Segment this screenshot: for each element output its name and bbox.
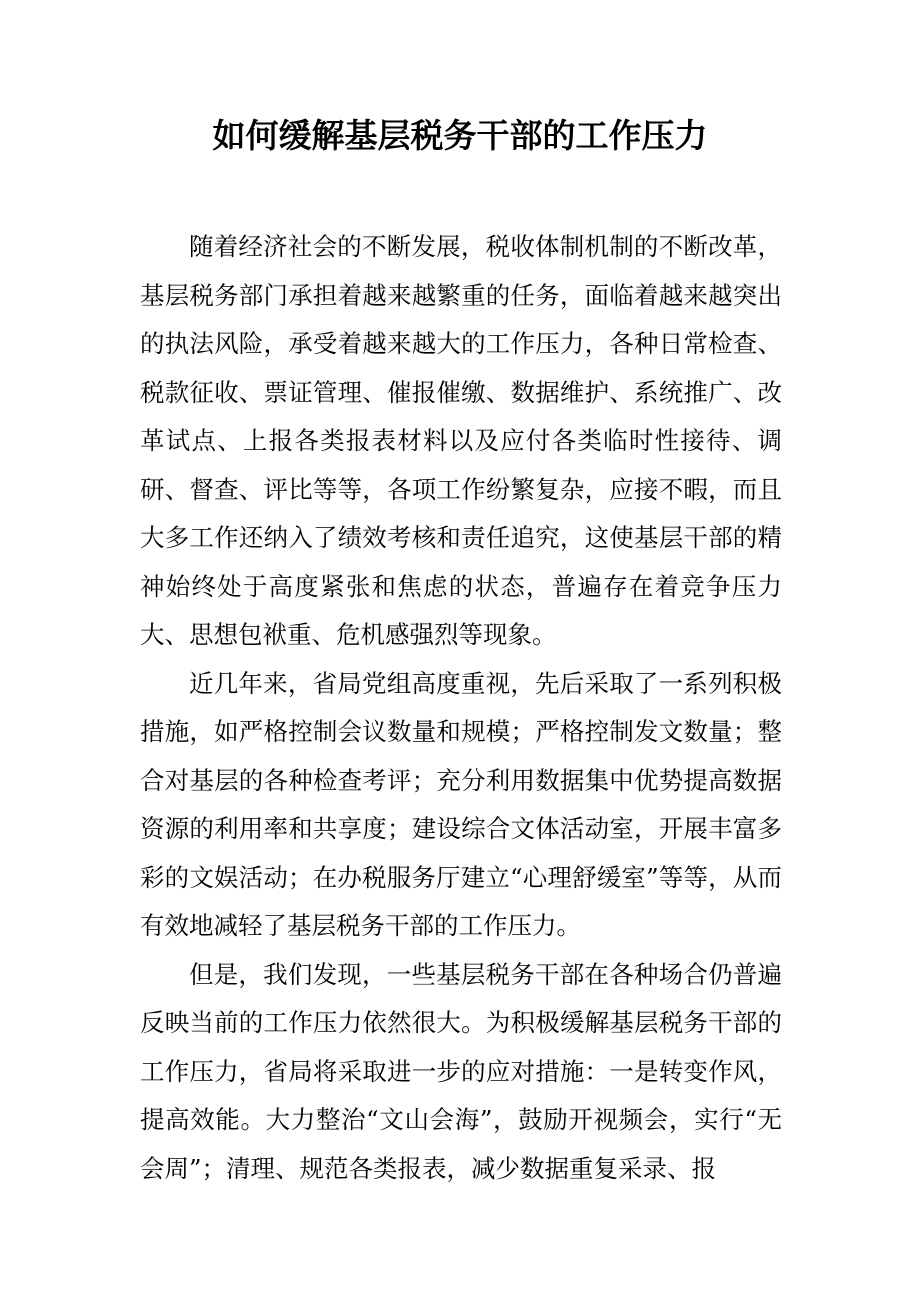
paragraph-1: 随着经济社会的不断发展，税收体制机制的不断改革，基层税务部门承担着越来越繁重的任务，面临着越来越突出的执法风险，承受着越来越大的工作压力，各种日常检查、税款征收、票证管理、催报催缴、数据维护、系统推广、改革试点、上报各类报表材料以及应付各类临时性接待、调研、督查、评比等等，各项工作纷繁复杂，应接不暇，而且大多工作还纳入了绩效考核和责任追究，这使基层干部的精神始终处于高度紧张和焦虑的状态，普遍存在着竞争压力大、思想包袱重、危机感强烈等现象。 — [140, 232, 782, 649]
document-body — [140, 223, 782, 1193]
paragraph-2: 近几年来，省局党组高度重视，先后采取了一系列积极措施，如严格控制会议数量和规模；严格控制发文数量；整合对基层的各种检查考评；充分利用数据集中优势提高数据资源的利用率和共享度；建设综合文体活动室，开展丰富多彩的文娱活动；在办税服务厅建立“心理舒缓室”等等，从而有效地减轻了基层税务干部的工作压力。 — [140, 668, 782, 940]
document-title: 如何缓解基层税务干部的工作压力 — [212, 116, 708, 155]
paragraph-3: 但是，我们发现，一些基层税务干部在各种场合仍普遍反映当前的工作压力依然很大。为积极缓解基层税务干部的工作压力，省局将采取进一步的应对措施：一是转变作风，提高效能。大力整治“文山会海”，鼓励开视频会，实行“无会周”；清理、规范各类报表，减少数据重复采录、报 — [140, 959, 782, 1183]
